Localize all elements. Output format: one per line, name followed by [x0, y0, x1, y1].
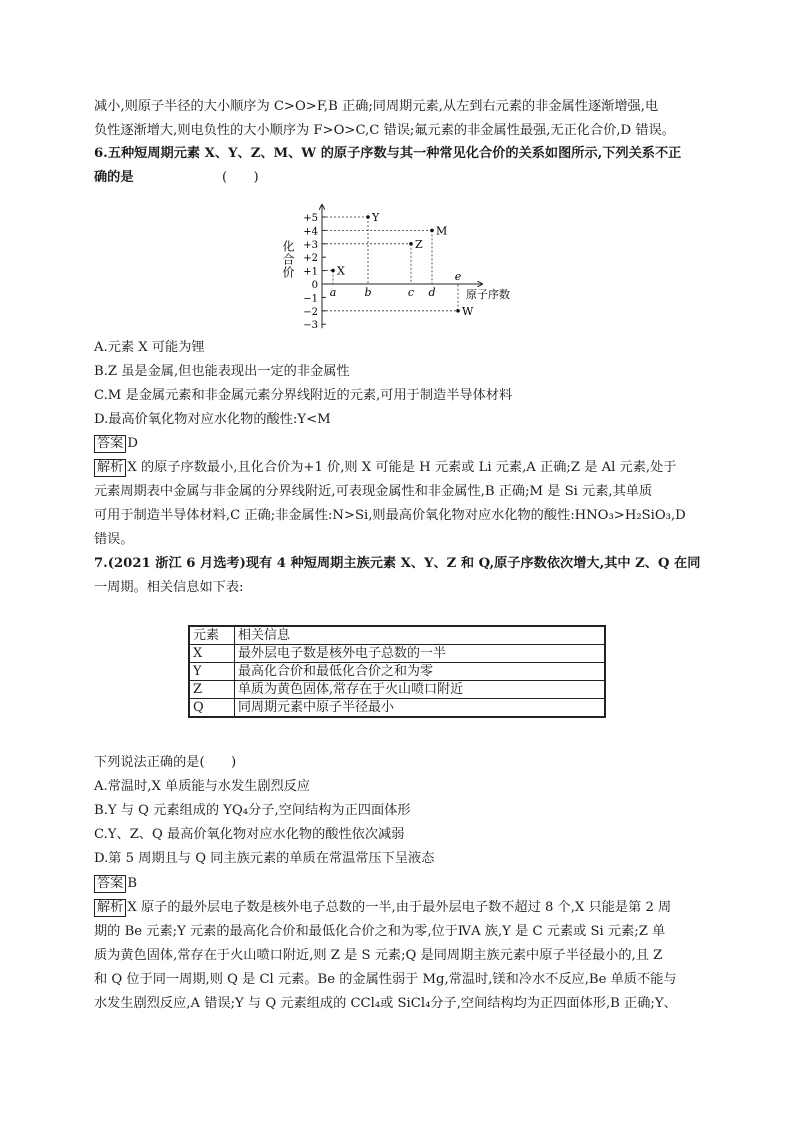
- table-header-cell: 相关信息: [235, 626, 606, 645]
- question-7-stem: 7.(2021 浙江 6 月选考)现有 4 种短周期主族元素 X、Y、Z 和 Q,原子序数依次增大,其中 Z、Q 在同: [94, 556, 701, 571]
- table-cell: Q: [189, 699, 235, 718]
- table-cell: 单质为黄色固体,常存在于火山喷口附近: [235, 681, 606, 699]
- analysis-text: 水发生剧烈反应,A 错误;Y 与 Q 元素组成的 CCl₄或 SiCl₄分子,空间结构均为正四面体形,B 正确;Y、: [94, 996, 677, 1011]
- point-label: X: [337, 264, 345, 278]
- analysis-text: 元素周期表中金属与非金属的分界线附近,可表现金属性和非金属性,B 正确;M 是 Si 元素,其单质: [94, 484, 653, 499]
- answer-value: B: [127, 876, 138, 891]
- y-tick-label: 0: [311, 280, 318, 291]
- y-tick-label: −3: [303, 320, 318, 332]
- y-tick-label: +5: [303, 213, 318, 224]
- analysis-text: 质为黄色固体,常存在于火山喷口附近,则 Z 是 S 元素;Q 是同周期主族元素中原子半径最小的,且 Z: [94, 948, 663, 963]
- y-tick-label: +3: [303, 239, 318, 251]
- table-row: [189, 699, 605, 718]
- table-cell: 同周期元素中原子半径最小: [235, 699, 606, 718]
- analysis-text: X 的原子序数最小,且化合价为+1 价,则 X 可能是 H 元素或 Li 元素,A 正确;Z 是 Al 元素,处于: [127, 460, 677, 475]
- table-row: [189, 681, 605, 699]
- question-7-prompt: 下列说法正确的是( ): [94, 755, 237, 770]
- y-tick-label: +4: [303, 226, 318, 238]
- table-cell: X: [189, 645, 235, 663]
- analysis-text: 和 Q 位于同一周期,则 Q 是 Cl 元素。Be 的金属性弱于 Mg,常温时,镁和冷水不反应,Be 单质不能与: [94, 972, 677, 987]
- table-row: [189, 645, 605, 663]
- y-tick-label: +2: [303, 253, 318, 265]
- answer-label: 答案: [94, 875, 126, 893]
- y-tick-label: −2: [303, 306, 318, 318]
- analysis-label: 解析: [94, 899, 126, 917]
- point-label: Y: [372, 211, 380, 224]
- x-tick-label: e: [454, 270, 462, 283]
- analysis-row: [94, 897, 714, 919]
- info-table: [188, 625, 606, 718]
- option-b: B.Z 虽是金属,但也能表现出一定的非金属性: [94, 364, 350, 379]
- question-6-stem: 6.五种短周期元素 X、Y、Z、M、W 的原子序数与其一种常见化合价的关系如图所示,下列关系不正: [94, 146, 682, 161]
- x-tick-label: a: [329, 286, 337, 299]
- y-tick-label: −1: [303, 293, 318, 305]
- valence-chart: [276, 200, 526, 335]
- answer-row: [94, 873, 714, 895]
- option-d: D.第 5 周期且与 Q 同主族元素的单质在常温常压下呈液态: [94, 851, 435, 866]
- option-d: D.最高价氧化物对应水化物的酸性:Y<M: [94, 412, 331, 427]
- point-label: W: [462, 304, 474, 318]
- question-6-stem-cont: [94, 167, 714, 189]
- data-point: [456, 309, 460, 313]
- data-point: [331, 269, 335, 273]
- point-label: M: [436, 224, 448, 238]
- data-point: [366, 215, 370, 219]
- answer-row: [94, 433, 714, 455]
- data-point: [430, 229, 434, 233]
- table-row: [189, 663, 605, 681]
- table-cell: Z: [189, 681, 235, 699]
- analysis-text: 可用于制造半导体材料,C 正确;非金属性:N>Si,则最高价氧化物对应水化物的酸性:HNO₃>H₂SiO₃,D: [94, 508, 686, 523]
- y-axis-label: 化合价: [281, 240, 295, 279]
- question-6-stem-end: 确的是: [94, 170, 134, 185]
- text-line: 减小,则原子半径的大小顺序为 C>O>F,B 正确;同周期元素,从左到右元素的非金属性逐渐增强,电: [94, 99, 659, 114]
- analysis-text: 错误。: [94, 532, 134, 547]
- x-axis-label: 原子序数: [466, 288, 510, 301]
- x-tick-label: b: [364, 286, 372, 299]
- x-tick-label: c: [407, 286, 415, 299]
- answer-label: 答案: [94, 435, 126, 453]
- table-cell: 最外层电子数是核外电子总数的一半: [235, 645, 606, 663]
- option-c: C.Y、Z、Q 最高价氧化物对应水化物的酸性依次减弱: [94, 827, 405, 842]
- option-a: A.元素 X 可能为锂: [94, 340, 205, 355]
- table-cell: Y: [189, 663, 235, 681]
- answer-paren: ( ): [222, 170, 259, 185]
- table-cell: 最高化合价和最低化合价之和为零: [235, 663, 606, 681]
- analysis-label: 解析: [94, 459, 126, 477]
- analysis-text: 期的 Be 元素;Y 元素的最高化合价和最低化合价之和为零,位于ⅣA 族,Y 是 C 元素或 Si 元素;Z 单: [94, 924, 666, 939]
- table-header-row: [189, 626, 605, 645]
- question-7-stem-cont: 一周期。相关信息如下表:: [94, 580, 244, 595]
- y-tick-label: +1: [303, 266, 318, 278]
- data-point: [409, 242, 413, 246]
- answer-value: D: [127, 436, 138, 451]
- table-header-cell: 元素: [189, 626, 235, 645]
- point-label: Z: [415, 237, 423, 251]
- text-line: 负性逐渐增大,则电负性的大小顺序为 F>O>C,C 错误;氟元素的非金属性最强,无正化合价,D 错误。: [94, 123, 675, 138]
- analysis-text: X 原子的最外层电子数是核外电子总数的一半,由于最外层电子数不超过 8 个,X 只能是第 2 周: [127, 900, 672, 915]
- option-c: C.M 是金属元素和非金属元素分界线附近的元素,可用于制造半导体材料: [94, 388, 513, 403]
- option-b: B.Y 与 Q 元素组成的 YQ₄分子,空间结构为正四面体形: [94, 803, 411, 818]
- option-a: A.常温时,X 单质能与水发生剧烈反应: [94, 779, 311, 794]
- analysis-row: [94, 457, 714, 479]
- x-tick-label: d: [428, 286, 436, 299]
